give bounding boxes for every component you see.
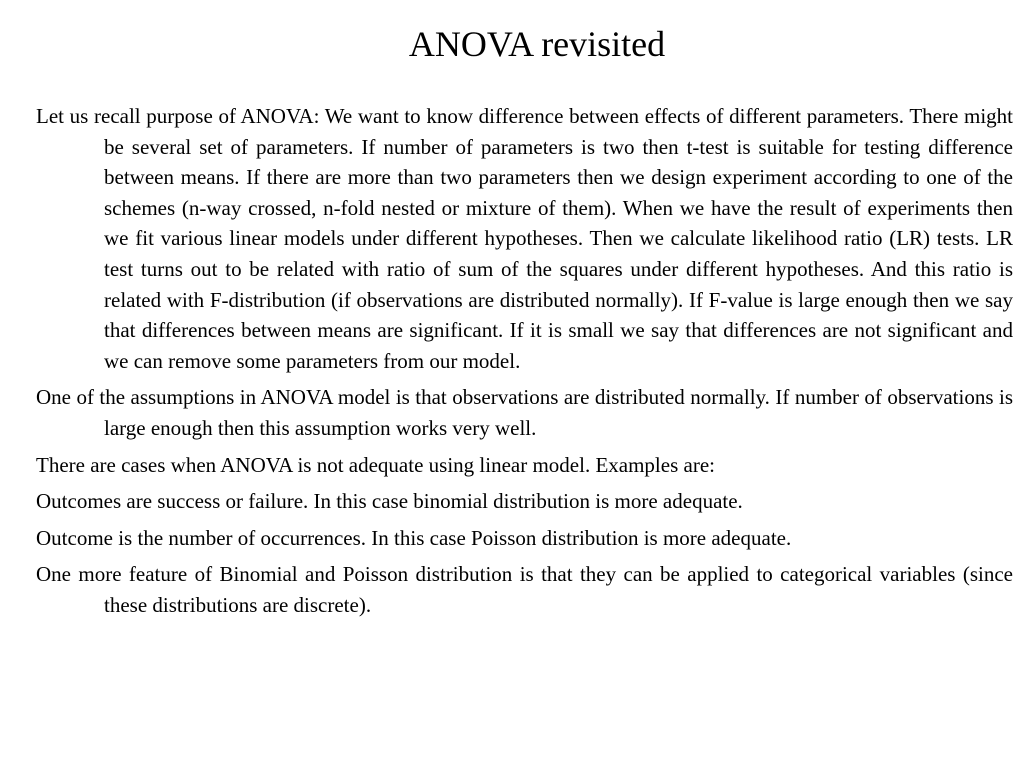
paragraph-categorical-feature: One more feature of Binomial and Poisson distribution is that they can be applied to categorical variables (since these distributions are discrete). [36,562,1013,617]
paragraph-normality-assumption: One of the assumptions in ANOVA model is that observations are distributed normally. If number of observations is large enough then this assumption works very well. [36,385,1013,440]
slide-body [36,101,1013,627]
paragraph-not-adequate-cases: There are cases when ANOVA is not adequate using linear model. Examples are: [36,452,715,477]
paragraph-binomial-case: Outcomes are success or failure. In this case binomial distribution is more adequate. [36,489,743,514]
slide-title: ANOVA revisited [408,24,666,64]
paragraph-anova-purpose: Let us recall purpose of ANOVA: We want to know difference between effects of different parameters. There might be several set of parameters. If number of parameters is two then t-test is suitable for testing difference between means. If there are more than two parameters then we design experiment according to one of the schemes (n-way crossed, n-fold nested or mixture of them). When we have the result of experiments then we fit various linear models under different hypotheses. Then we calculate likelihood ratio (LR) tests. LR test turns out to be related with ratio of sum of the squares under different hypotheses. And this ratio is related with F-distribution (if observations are distributed normally). If F-value is large enough then we say that differences between means are significant. If it is small we say that differences are not significant and we can remove some parameters from our model. [36,104,1013,373]
paragraph-poisson-case: Outcome is the number of occurrences. In this case Poisson distribution is more adequate. [36,525,792,550]
